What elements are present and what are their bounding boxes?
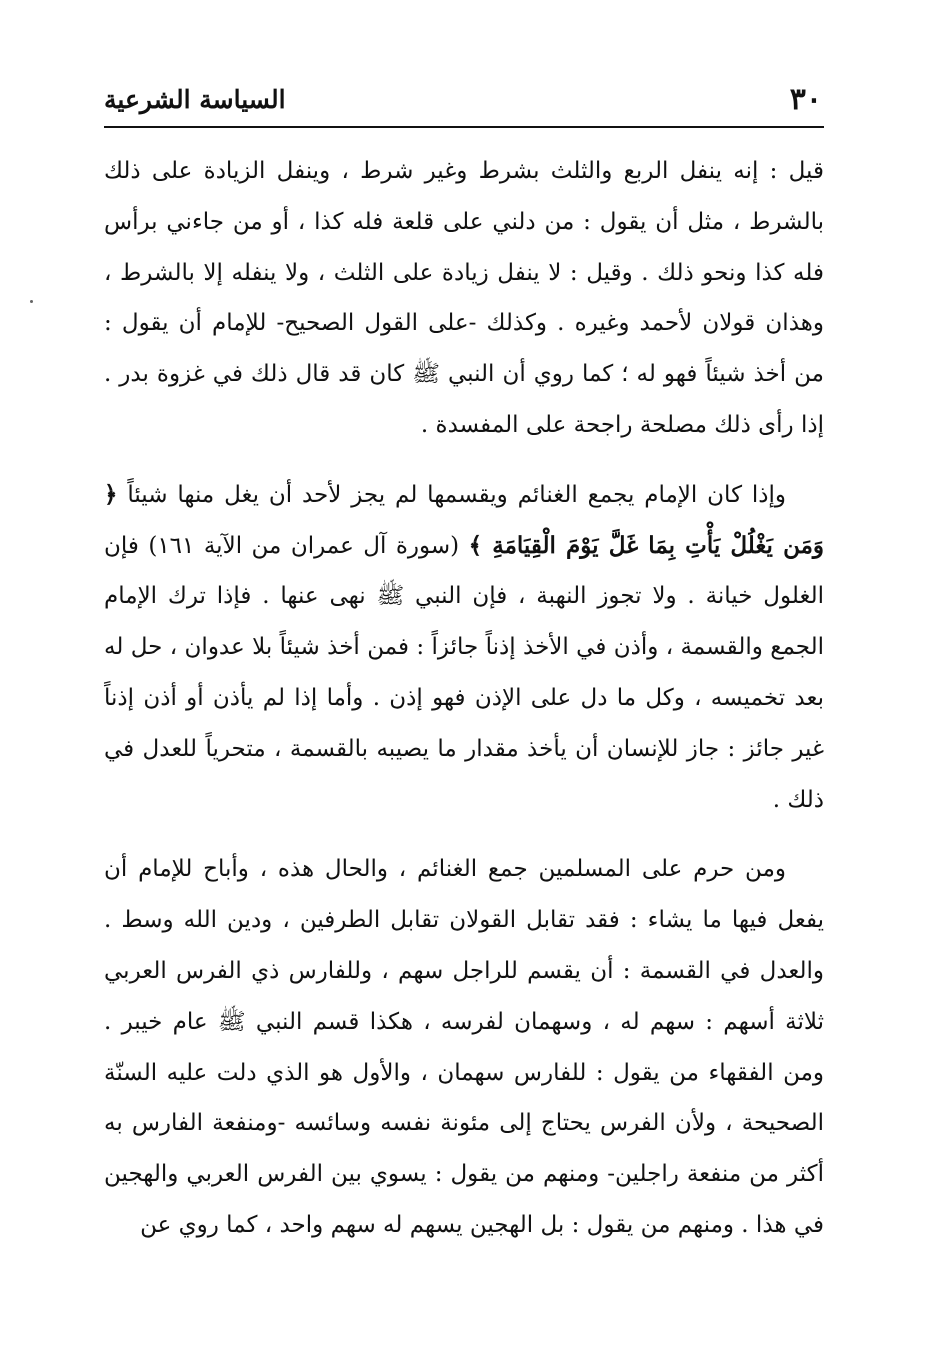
- book-title: السياسة الشرعية: [104, 85, 286, 114]
- paragraph-2-body: (سورة آل عمران من الآية ١٦١) فإن الغلول خيانة . ولا تجوز النهبة ، فإن النبي ﷺ نهى عنها . فإذا ترك الإمام الجمع والقسمة ، وأذن في الأخذ إذناً جائزاً : فمن أخذ شيئاً بلا عدوان ، حل له بعد تخميسه ، وكل ما دل على الإذن فهو إذن . وأما إذا لم يأذن أو أذن إذناً غير جائز : جاز للإنسان أن يأخذ مقدار ما يصيبه بالقسمة ، متحرياً للعدل في ذلك .: [104, 532, 824, 813]
- paragraph-3: ومن حرم على المسلمين جمع الغنائم ، والحال هذه ، وأباح للإمام أن يفعل فيها ما يشاء : فقد تقابل القولان تقابل الطرفين ، ودين الله وسط . والعدل في القسمة : أن يقسم للراجل سهم ، وللفارس ذي الفرس العربي ثلاثة أسهم : سهم له ، وسهمان لفرسه ، هكذا قسم النبي ﷺ عام خيبر . ومن الفقهاء من يقول : للفارس سهمان ، والأول هو الذي دلت عليه السنّة الصحيحة ، ولأن الفرس يحتاج إلى مئونة نفسه وسائسه -ومنفعة الفارس به أكثر من منفعة راجلين- ومنهم من يقول : يسوي بين الفرس العربي والهجين في هذا . ومنهم من يقول : بل الهجين يسهم له سهم واحد ، كما روي عن: [104, 856, 824, 1238]
- page-body: [104, 146, 824, 1251]
- margin-mark: [30, 300, 33, 303]
- paragraph-1: قيل : إنه ينفل الربع والثلث بشرط وغير شرط ، وينفل الزيادة على ذلك بالشرط ، مثل أن يقول : من دلني على قلعة فله كذا ، أو من جاءني برأس فله كذا ونحو ذلك . وقيل : لا ينفل زيادة على الثلث ، ولا ينفله إلا بالشرط ، وهذان قولان لأحمد وغيره . وكذلك -على القول الصحيح- للإمام أن يقول : من أخذ شيئاً فهو له ؛ كما روي أن النبي ﷺ كان قد قال ذلك في غزوة بدر . إذا رأى ذلك مصلحة راجحة على المفسدة .: [104, 158, 824, 438]
- header-rule: [104, 126, 824, 128]
- paragraph-2: [104, 470, 824, 826]
- quran-verse: ﴿ وَمَن يَغْلُلْ يَأْتِ بِمَا غَلَّ يَوْمَ الْقِيَامَةِ ﴾: [104, 480, 825, 559]
- paragraph-2-intro: وإذا كان الإمام يجمع الغنائم ويقسمها لم يجز لأحد أن يغل منها شيئاً: [127, 481, 786, 508]
- page-number: ٣٠: [789, 82, 822, 117]
- page-header: [104, 78, 822, 122]
